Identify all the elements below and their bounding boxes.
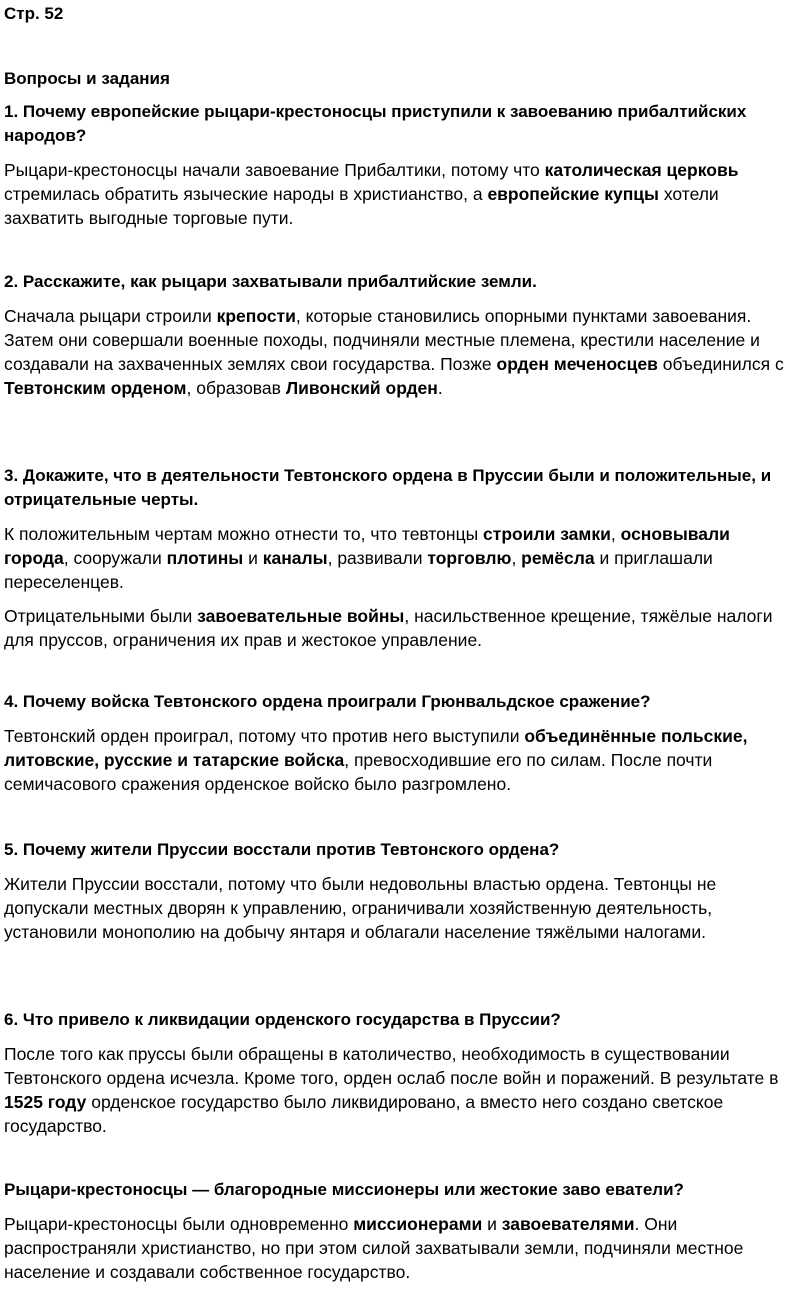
text-run: , превосходившие его по силам. После почти семичасового сражения орденское войско было разгромлено. [4,750,713,794]
bold-term: плотины [166,548,244,568]
question-title: 5. Почему жители Пруссии восстали против Тевтонского ордена? [4,840,560,859]
text-run: Рыцари-крестоносцы были одновременно [4,1214,354,1234]
text-run: После того как пруссы были обращены в католичество, необходимость в существовании Тевтонского ордена исчезла. Кроме того, орден ослаб после войн и поражений. В результате в [4,1044,779,1088]
answer-paragraph [4,522,796,594]
bold-term: Тевтонским орденом [4,378,187,398]
bold-term: европейские купцы [487,184,659,204]
question-title: 6. Что привело к ликвидации орденского государства в Пруссии? [4,1010,561,1029]
answer-paragraph [4,872,796,944]
question-title: Рыцари-крестоносцы — благородные миссионеры или жестокие заво еватели? [4,1180,684,1199]
text-run: и [243,548,263,568]
text-run: . Они распространяли христианство, но при этом силой захватывали земли, подчиняли местное население и создавали собственное государство. [4,1214,744,1282]
section-title: Вопросы и задания [4,69,170,88]
text-run: , развивали [327,548,428,568]
question-block-1 [4,100,796,230]
text-run: Жители Пруссии восстали, потому что были недовольны властью ордена. Тевтонцы не допускали местных дворян к управлению, ограничивали хозяйственную деятельность, установили монополию на добычу янтаря и облагали население тяжёлыми налогами. [4,874,717,942]
text-run: Отрицательными были [4,606,198,626]
text-run: Рыцари-крестоносцы начали завоевание Прибалтики, потому что [4,160,545,180]
answer-paragraph [4,158,796,230]
text-run: , [610,524,621,544]
text-run: , образовав [186,378,286,398]
bold-term: строили замки [483,524,611,544]
text-run: , которые становились опорными пунктами завоевания. Затем они совершали военные походы, подчиняли местные племена, крестили население и создавали на захваченных землях свои государства. Позже [4,306,760,374]
text-run: , насильственное крещение, тяжёлые налоги для пруссов, ограничения их прав и жестокое управление. [4,606,773,650]
answer-paragraph [4,304,796,400]
text-run: стремилась обратить языческие народы в христианство, а [4,184,488,204]
bold-term: торговлю [427,548,512,568]
page-number: Стр. 52 [4,4,64,23]
question-title: 2. Расскажите, как рыцари захватывали прибалтийские земли. [4,272,537,291]
question-block-7 [4,1178,796,1284]
text-run: Сначала рыцари строили [4,306,217,326]
bold-term: 1525 году [4,1092,87,1112]
question-block-5 [4,838,796,944]
bold-term: крепости [216,306,296,326]
text-run: орденское государство было ликвидировано, а вместо него создано светское государство. [4,1092,724,1136]
bold-term: католическая церковь [544,160,739,180]
text-run: К положительным чертам можно отнести то, что тевтонцы [4,524,484,544]
question-title: 4. Почему войска Тевтонского ордена проиграли Грюнвальдское сражение? [4,692,651,711]
answer-paragraph [4,1212,796,1284]
question-block-2 [4,270,796,400]
answer-paragraph [4,724,796,796]
question-block-6 [4,1008,796,1138]
bold-term: завоевателями [501,1214,635,1234]
text-run: хотели захватить выгодные торговые пути. [4,184,719,228]
bold-term: основывали города [4,524,730,568]
bold-term: ремёсла [521,548,595,568]
question-title: 1. Почему европейские рыцари-крестоносцы приступили к завоеванию прибалтийских народов? [4,102,747,145]
question-block-4 [4,690,796,796]
answer-paragraph [4,604,796,652]
bold-term: орден меченосцев [496,354,658,374]
bold-term: объединённые польские, литовские, русские и татарские войска [4,726,748,770]
question-title: 3. Докажите, что в деятельности Тевтонского ордена в Пруссии были и положительные, и отрицательные черты. [4,466,772,509]
text-run: объединился с [657,354,784,374]
text-run: , [511,548,522,568]
bold-term: миссионерами [353,1214,483,1234]
answer-paragraph [4,1042,796,1138]
text-run: Тевтонский орден проиграл, потому что против него выступили [4,726,525,746]
question-block-3 [4,464,796,652]
bold-term: Ливонский орден [285,378,438,398]
text-run: . [437,378,443,398]
text-run: , сооружали [63,548,167,568]
bold-term: каналы [262,548,328,568]
text-run: и [482,1214,502,1234]
text-run: и приглашали переселенцев. [4,548,713,592]
bold-term: завоевательные войны [197,606,405,626]
